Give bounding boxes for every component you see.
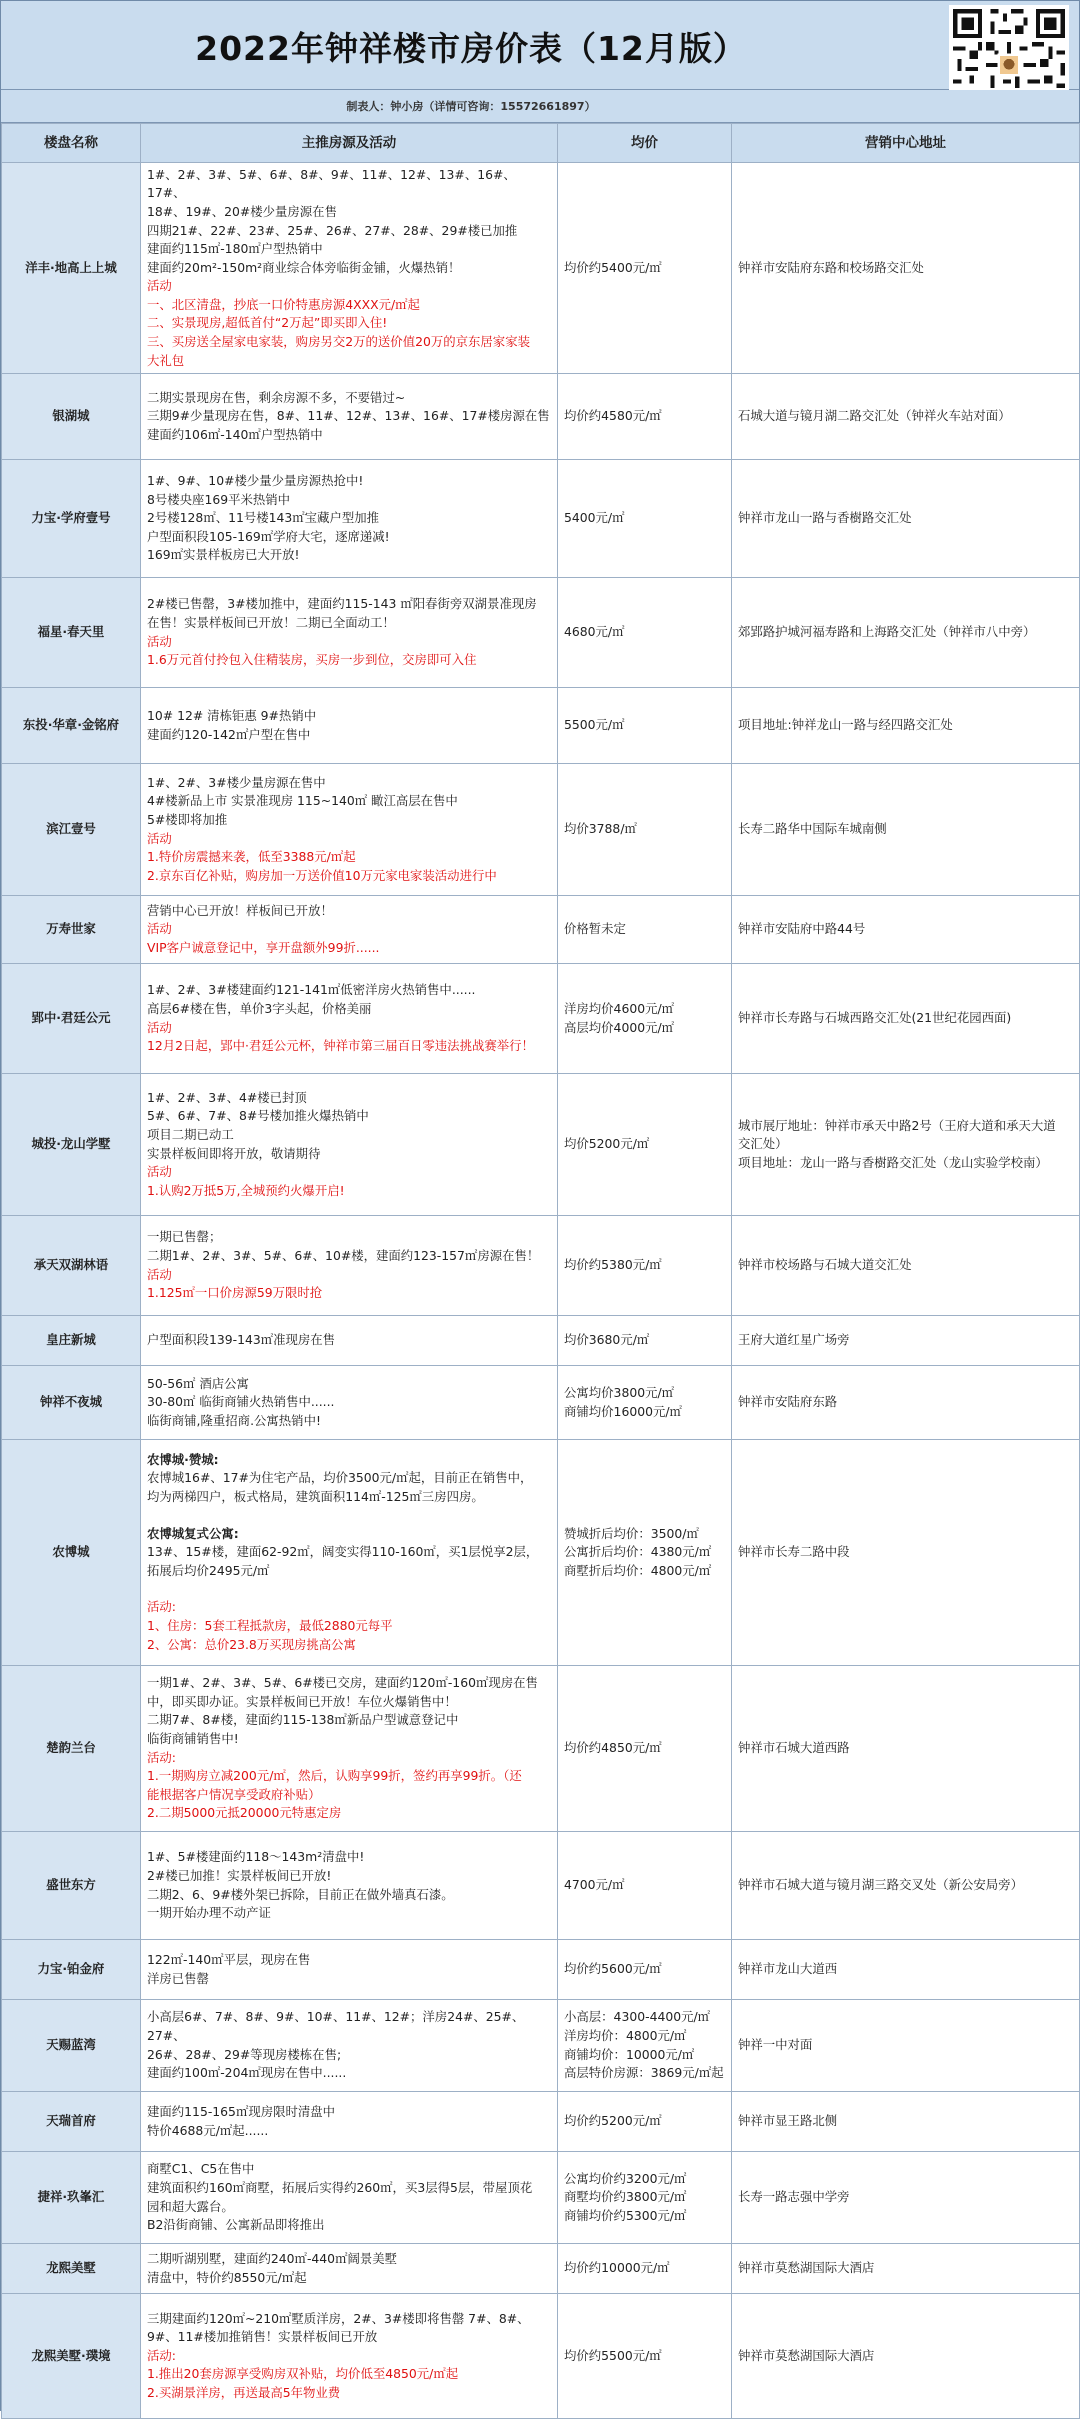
promotion-line: 活动: — [147, 1749, 176, 1765]
listing-line: 建面约20m²-150m²商业综合体旁临街金铺，火爆热销！ — [147, 259, 461, 275]
average-price — [558, 2000, 732, 2092]
average-price — [558, 688, 732, 764]
listing-details — [141, 964, 558, 1074]
average-price — [558, 1074, 732, 1216]
address-line: 钟祥一中对面 — [738, 2037, 813, 2053]
listing-line: 二期1#、2#、3#、5#、6#、10#楼，建面约123-157㎡房源在售！ — [147, 1247, 540, 1263]
price-line: 均价约5200元/㎡ — [564, 2113, 662, 2129]
promotion-line: 2、公寓：总价23.8万买现房挑高公寓 — [147, 1636, 356, 1652]
project-name: 洋丰·地高上上城 — [2, 163, 141, 374]
table-row — [2, 2294, 1080, 2419]
listing-details — [141, 2000, 558, 2092]
listing-details — [141, 1832, 558, 1940]
table-row — [2, 1940, 1080, 2000]
sales-office-address — [732, 578, 1080, 688]
listing-details — [141, 688, 558, 764]
listing-line: 一期1#、2#、3#、5#、6#楼已交房，建面约120㎡-160㎡现房在售 — [147, 1675, 538, 1691]
table-row — [2, 2092, 1080, 2152]
listing-line: 中，即买即办证。实景样板间已开放！车位火爆销售中！ — [147, 1693, 457, 1709]
price-line: 均价约4850元/㎡ — [564, 1740, 662, 1756]
sales-office-address — [732, 2000, 1080, 2092]
column-header-listing: 主推房源及活动 — [141, 124, 558, 163]
promotion-line: 活动: — [147, 2347, 176, 2363]
address-line: 王府大道红星广场旁 — [738, 1332, 850, 1348]
address-line: 钟祥市长寿二路中段 — [738, 1544, 850, 1560]
price-line: 均价约5600元/㎡ — [564, 1961, 662, 1977]
listing-details — [141, 2294, 558, 2419]
table-row — [2, 1216, 1080, 1316]
average-price — [558, 460, 732, 578]
sales-office-address — [732, 896, 1080, 964]
address-line: 长寿二路华中国际车城南侧 — [738, 821, 887, 837]
listing-line: 26#、28#、29#等现房楼栋在售; — [147, 2046, 342, 2062]
project-name: 天瑞首府 — [2, 2092, 141, 2152]
table-row — [2, 578, 1080, 688]
listing-line: 小高层6#、7#、8#、9#、10#、11#、12#；洋房24#、25#、27#、 — [147, 2009, 525, 2043]
listing-details — [141, 1666, 558, 1832]
price-line: 均价约5380元/㎡ — [564, 1257, 662, 1273]
listing-line: 园和超大露台。 — [147, 2198, 234, 2214]
listing-line: 临街商铺,隆重招商.公寓热销中! — [147, 1412, 321, 1428]
listing-line: 农博城·赞城: — [147, 1451, 219, 1467]
project-name: 楚韵兰台 — [2, 1666, 141, 1832]
listing-line: 高层6#楼在售，单价3字头起，价格美丽 — [147, 1000, 372, 1016]
listing-line: 建筑面积约160㎡商墅，拓展后实得约260㎡，买3层得5层，带屋顶花 — [147, 2179, 533, 2195]
average-price — [558, 1940, 732, 2000]
listing-line: 实景样板间即将开放，敬请期待 — [147, 1145, 321, 1161]
price-line: 均价约4580元/㎡ — [564, 408, 662, 424]
project-name: 捷祥·玖峯汇 — [2, 2152, 141, 2244]
price-line: 商墅折后均价：4800元/㎡ — [564, 1562, 712, 1578]
average-price — [558, 2152, 732, 2244]
average-price — [558, 578, 732, 688]
listing-line: 项目二期已动工 — [147, 1126, 234, 1142]
listing-line: 均为两梯四户，板式格局，建筑面积114㎡-125㎡三房四房。 — [147, 1489, 484, 1505]
listing-line: 商墅C1、C5在售中 — [147, 2161, 255, 2177]
sales-office-address — [732, 1366, 1080, 1440]
sales-office-address — [732, 688, 1080, 764]
column-header-address: 营销中心地址 — [732, 124, 1080, 163]
sales-office-address — [732, 964, 1080, 1074]
table-row — [2, 1666, 1080, 1832]
table-body — [2, 163, 1080, 2419]
listing-line: 1#、2#、3#、5#、6#、8#、9#、11#、12#、13#、16#、17#、 — [147, 166, 516, 201]
listing-line: 50-56㎡ 酒店公寓 — [147, 1375, 249, 1391]
project-name: 万寿世家 — [2, 896, 141, 964]
average-price — [558, 2244, 732, 2294]
listing-line: 一期已售罄； — [147, 1229, 222, 1245]
listing-details — [141, 2244, 558, 2294]
address-line: 钟祥市莫愁湖国际大酒店 — [738, 2260, 875, 2276]
sales-office-address — [732, 374, 1080, 460]
project-name: 钟祥不夜城 — [2, 1366, 141, 1440]
promotion-line: 1.6万元首付拎包入住精装房，买房一步到位，交房即可入住 — [147, 652, 477, 668]
sales-office-address — [732, 1832, 1080, 1940]
table-row — [2, 2244, 1080, 2294]
table-row — [2, 374, 1080, 460]
price-line: 赞城折后均价：3500/㎡ — [564, 1525, 699, 1541]
table-row — [2, 964, 1080, 1074]
price-line: 均价约5400元/㎡ — [564, 259, 662, 275]
project-name: 龙熙美墅 — [2, 2244, 141, 2294]
project-name: 力宝·学府壹号 — [2, 460, 141, 578]
price-line: 5400元/㎡ — [564, 510, 625, 526]
listing-line: 9#、11#楼加推销售！实景样板间已开放 — [147, 2329, 378, 2345]
promotion-line: 大礼包 — [147, 352, 185, 368]
address-line: 钟祥市安陆府中路44号 — [738, 921, 866, 937]
listing-line: 三期建面约120㎡~210㎡墅质洋房，2#、3#楼即将售罄 7#、8#、 — [147, 2310, 530, 2326]
listing-line: 1#、2#、3#楼少量房源在售中 — [147, 774, 326, 790]
listing-line: 10# 12# 清栋钜惠 9#热销中 — [147, 707, 317, 723]
sales-office-address — [732, 1666, 1080, 1832]
address-line: 项目地址：龙山一路与香樹路交汇处（龙山实验学校南） — [738, 1154, 1048, 1170]
average-price — [558, 1216, 732, 1316]
listing-details — [141, 374, 558, 460]
listing-details — [141, 764, 558, 896]
listing-line: 18#、19#、20#楼少量房源在售 — [147, 203, 337, 219]
promotion-line: 一、北区清盘，抄底一口价特惠房源4XXX元/㎡起 — [147, 296, 420, 312]
price-line: 均价3788/㎡ — [564, 821, 637, 837]
listing-line: 建面约115-165㎡现房限时清盘中 — [147, 2103, 336, 2119]
price-line: 商铺均价：10000元/㎡ — [564, 2046, 695, 2062]
table-row — [2, 1440, 1080, 1666]
project-name: 福星·春天里 — [2, 578, 141, 688]
address-line: 钟祥市龙山一路与香樹路交汇处 — [738, 510, 912, 526]
listing-line: 8号楼央座169平米热销中 — [147, 491, 291, 507]
title-bar — [1, 1, 1079, 90]
listing-line — [147, 1580, 551, 1598]
listing-line: 13#、15#楼，建面62-92㎡，阔变实得110-160㎡，买1层悦享2层， — [147, 1544, 539, 1560]
promotion-line: 活动 — [147, 1266, 172, 1282]
price-line: 均价5200元/㎡ — [564, 1136, 650, 1152]
listing-details — [141, 1074, 558, 1216]
address-line: 长寿一路志强中学旁 — [738, 2189, 850, 2205]
sales-office-address — [732, 2152, 1080, 2244]
table-row — [2, 688, 1080, 764]
price-line: 公寓均价约3200元/㎡ — [564, 2170, 687, 2186]
average-price — [558, 1440, 732, 1666]
price-line: 洋房均价：4800元/㎡ — [564, 2027, 687, 2043]
listing-line: 二期实景现房在售，剩余房源不多，不要错过~ — [147, 389, 406, 405]
sales-office-address — [732, 2092, 1080, 2152]
subtitle-bar — [1, 90, 1079, 123]
listing-line: 2#楼已售罄，3#楼加推中，建面约115-143 ㎡阳春街旁双湖景准现房 — [147, 596, 537, 612]
promotion-line: 活动 — [147, 1164, 172, 1180]
listing-line: 1#、2#、3#、4#楼已封顶 — [147, 1089, 307, 1105]
price-line: 均价约10000元/㎡ — [564, 2260, 670, 2276]
listing-line: 一期开始办理不动产证 — [147, 1905, 271, 1921]
address-line: 钟祥市安陆府东路 — [738, 1394, 838, 1410]
listing-line: 农博城16#、17#为住宅产品，均价3500元/㎡起，目前正在销售中， — [147, 1470, 533, 1486]
listing-line: 5#、6#、7#、8#号楼加推火爆热销中 — [147, 1108, 369, 1124]
average-price — [558, 1832, 732, 1940]
price-line: 均价3680元/㎡ — [564, 1332, 650, 1348]
sales-office-address — [732, 460, 1080, 578]
address-line: 钟祥市莫愁湖国际大酒店 — [738, 2347, 875, 2363]
table-row — [2, 2000, 1080, 2092]
promotion-line: 三、买房送全屋家电家装，购房另交2万的送价值20万的京东居家家装 — [147, 334, 530, 350]
table-row — [2, 896, 1080, 964]
promotion-line: 2.二期5000元抵20000元特惠定房 — [147, 1805, 342, 1821]
listing-line: 建面约120-142㎡户型在售中 — [147, 726, 311, 742]
address-line: 钟祥市显王路北侧 — [738, 2113, 838, 2129]
listing-line: 二期2、6、9#楼外架已拆除，目前正在做外墙真石漆。 — [147, 1886, 454, 1902]
promotion-line: 1、住房：5套工程抵款房，最低2880元每平 — [147, 1617, 393, 1633]
listing-line: 三期9#少量现房在售，8#、11#、12#、13#、16#、17#楼房源在售 — [147, 408, 550, 424]
sales-office-address — [732, 764, 1080, 896]
average-price — [558, 374, 732, 460]
price-line: 4700元/㎡ — [564, 1877, 625, 1893]
table-row — [2, 1074, 1080, 1216]
price-table — [1, 123, 1080, 2419]
project-name: 银湖城 — [2, 374, 141, 460]
address-line: 钟祥市长寿路与石城西路交汇处(21世纪花园西面) — [738, 1010, 1012, 1026]
project-name: 农博城 — [2, 1440, 141, 1666]
table-row — [2, 1316, 1080, 1366]
address-line: 项目地址:钟祥龙山一路与经四路交汇处 — [738, 717, 953, 733]
sales-office-address — [732, 1074, 1080, 1216]
promotion-line: 1.125㎡一口价房源59万限时抢 — [147, 1285, 323, 1301]
promotion-line: 能根据客户情况享受政府补贴） — [147, 1786, 321, 1802]
price-line: 商铺均价16000元/㎡ — [564, 1403, 682, 1419]
listing-line: 30-80㎡ 临街商铺火热销售中...... — [147, 1394, 335, 1410]
column-header-price: 均价 — [558, 124, 732, 163]
listing-line: B2沿街商铺、公寓新品即将推出 — [147, 2217, 325, 2233]
promotion-line: 二、实景现房,超低首付“2万起”即买即入住! — [147, 315, 388, 331]
address-line: 郊郢路护城河福寿路和上海路交汇处（钟祥市八中旁） — [738, 624, 1036, 640]
sales-office-address — [732, 163, 1080, 374]
promotion-line: 1.特价房震撼来袭，低至3388元/㎡起 — [147, 849, 356, 865]
column-header-name: 楼盘名称 — [2, 124, 141, 163]
listing-details — [141, 460, 558, 578]
price-line: 小高层：4300-4400元/㎡ — [564, 2009, 711, 2025]
address-line: 城市展厅地址：钟祥市承天中路2号（王府大道和承天大道 — [738, 1117, 1056, 1133]
listing-details — [141, 1366, 558, 1440]
promotion-line: VIP客户诚意登记中，享开盘额外99折...... — [147, 939, 380, 955]
promotion-line: 活动 — [147, 921, 172, 937]
table-row — [2, 1832, 1080, 1940]
promotion-line: 1.一期购房立减200元/㎡，然后，认购享99折，签约再享99折。（还 — [147, 1768, 522, 1784]
listing-line: 在售！实景样板间已开放！二期已全面动工！ — [147, 614, 395, 630]
table-row — [2, 460, 1080, 578]
address-line: 钟祥市石城大道与镜月湖三路交叉处（新公安局旁） — [738, 1877, 1023, 1893]
average-price — [558, 2294, 732, 2419]
listing-line — [147, 1507, 551, 1525]
promotion-line: 活动 — [147, 633, 172, 649]
listing-line: 洋房已售罄 — [147, 1970, 209, 1986]
table-row — [2, 1366, 1080, 1440]
project-name: 承天双湖林语 — [2, 1216, 141, 1316]
sales-office-address — [732, 1440, 1080, 1666]
price-line: 5500元/㎡ — [564, 717, 625, 733]
sales-office-address — [732, 1216, 1080, 1316]
project-name: 皇庄新城 — [2, 1316, 141, 1366]
price-line: 高层特价房源：3869元/㎡起 — [564, 2065, 724, 2081]
promotion-line: 2.京东百亿补贴，购房加一万送价值10万元家电家装活动进行中 — [147, 867, 497, 883]
project-name: 龙熙美墅·璞境 — [2, 2294, 141, 2419]
promotion-line: 活动: — [147, 1599, 176, 1615]
project-name: 天赐蓝湾 — [2, 2000, 141, 2092]
promotion-line: 2.买湖景洋房，再送最高5年物业费 — [147, 2384, 341, 2400]
listing-line: 5#楼即将加推 — [147, 811, 228, 827]
address-line: 钟祥市龙山大道西 — [738, 1961, 838, 1977]
promotion-line: 活动 — [147, 1019, 172, 1035]
price-line: 4680元/㎡ — [564, 624, 625, 640]
table-row — [2, 764, 1080, 896]
promotion-line: 1.推出20套房源享受购房双补贴，均价低至4850元/㎡起 — [147, 2366, 459, 2382]
listing-line: 户型面积段139-143㎡准现房在售 — [147, 1332, 336, 1348]
sales-office-address — [732, 1316, 1080, 1366]
listing-details — [141, 578, 558, 688]
listing-details — [141, 2092, 558, 2152]
price-line: 均价约5500元/㎡ — [564, 2347, 662, 2363]
table-row — [2, 2152, 1080, 2244]
table-row — [2, 163, 1080, 374]
listing-line: 1#、9#、10#楼少量少量房源热抢中! — [147, 473, 364, 489]
project-name: 滨江壹号 — [2, 764, 141, 896]
listing-line: 2号楼128㎡、11号楼143㎡宝藏户型加推 — [147, 510, 380, 526]
address-line: 交汇处） — [738, 1136, 788, 1152]
subtitle: 制表人：钟小房（详情可咨询：15572661897） — [346, 100, 596, 113]
average-price — [558, 163, 732, 374]
listing-line: 四期21#、22#、23#、25#、26#、27#、28#、29#楼已加推 — [147, 222, 518, 238]
listing-details — [141, 1316, 558, 1366]
address-line: 钟祥市校场路与石城大道交汇处 — [738, 1257, 912, 1273]
listing-line: 特价4688元/㎡起...... — [147, 2122, 269, 2138]
average-price — [558, 764, 732, 896]
listing-line: 1#、5#楼建面约118～143m²清盘中! — [147, 1849, 365, 1865]
average-price — [558, 964, 732, 1074]
listing-line: 4#楼新品上市 实景准现房 115~140㎡ 瞰江高层在售中 — [147, 793, 458, 809]
promotion-line: 活动 — [147, 278, 172, 294]
price-line: 高层均价4000元/㎡ — [564, 1019, 675, 1035]
price-line: 洋房均价4600元/㎡ — [564, 1000, 675, 1016]
average-price — [558, 2092, 732, 2152]
price-line: 公寓均价3800元/㎡ — [564, 1384, 675, 1400]
listing-line: 农博城复式公寓: — [147, 1525, 239, 1541]
project-name: 郢中·君廷公元 — [2, 964, 141, 1074]
project-name: 盛世东方 — [2, 1832, 141, 1940]
price-line: 商墅均价约3800元/㎡ — [564, 2189, 687, 2205]
project-name: 力宝·铂金府 — [2, 1940, 141, 2000]
price-line: 价格暂未定 — [564, 921, 626, 937]
listing-line: 清盘中，特价约8550元/㎡起 — [147, 2269, 307, 2285]
listing-line: 拓展后均价2495元/㎡ — [147, 1562, 270, 1578]
table-header-row — [2, 124, 1080, 163]
sales-office-address — [732, 2244, 1080, 2294]
listing-details — [141, 1216, 558, 1316]
listing-line: 169㎡实景样板房已大开放! — [147, 547, 300, 563]
listing-line: 营销中心已开放！样板间已开放！ — [147, 902, 333, 918]
listing-line: 建面约115㎡-180㎡户型热销中 — [147, 241, 323, 257]
page-title: 2022年钟祥楼市房价表（12月版） — [195, 29, 747, 68]
listing-details — [141, 1940, 558, 2000]
listing-details — [141, 2152, 558, 2244]
average-price — [558, 896, 732, 964]
promotion-line: 活动 — [147, 830, 172, 846]
listing-line: 建面约100㎡-204㎡现房在售中...... — [147, 2065, 347, 2081]
average-price — [558, 1316, 732, 1366]
project-name: 城投·龙山学墅 — [2, 1074, 141, 1216]
listing-line: 临街商铺销售中! — [147, 1730, 239, 1746]
listing-line: 二期听湖别墅，建面约240㎡-440㎡阔景美墅 — [147, 2250, 398, 2266]
listing-details — [141, 1440, 558, 1666]
listing-line: 2#楼已加推！实景样板间已开放! — [147, 1867, 332, 1883]
promotion-line: 1.认购2万抵5万,全城预约火爆开启! — [147, 1182, 345, 1198]
listing-line: 户型面积段105-169㎡学府大宅，逐席递减! — [147, 528, 390, 544]
project-name: 东投·华章·金铭府 — [2, 688, 141, 764]
sales-office-address — [732, 1940, 1080, 2000]
listing-details — [141, 163, 558, 374]
sales-office-address — [732, 2294, 1080, 2419]
listing-line: 122㎡-140㎡平层，现房在售 — [147, 1951, 311, 1967]
listing-line: 二期7#、8#楼，建面约115-138㎡新品户型诚意登记中 — [147, 1712, 459, 1728]
address-line: 钟祥市石城大道西路 — [738, 1740, 850, 1756]
listing-line: 建面约106㎡-140㎡户型热销中 — [147, 426, 323, 442]
price-line: 商铺均价约5300元/㎡ — [564, 2207, 687, 2223]
listing-line: 1#、2#、3#楼建面约121-141㎡低密洋房火热销售中...... — [147, 982, 476, 998]
address-line: 石城大道与镜月湖二路交汇处（钟祥火车站对面） — [738, 408, 1011, 424]
price-line: 公寓折后均价：4380元/㎡ — [564, 1544, 712, 1560]
average-price — [558, 1366, 732, 1440]
address-line: 钟祥市安陆府东路和校场路交汇处 — [738, 259, 924, 275]
promotion-line: 12月2日起，郢中·君廷公元杯，钟祥市第三届百日零违法挑战赛举行！ — [147, 1038, 534, 1054]
average-price — [558, 1666, 732, 1832]
listing-details — [141, 896, 558, 964]
